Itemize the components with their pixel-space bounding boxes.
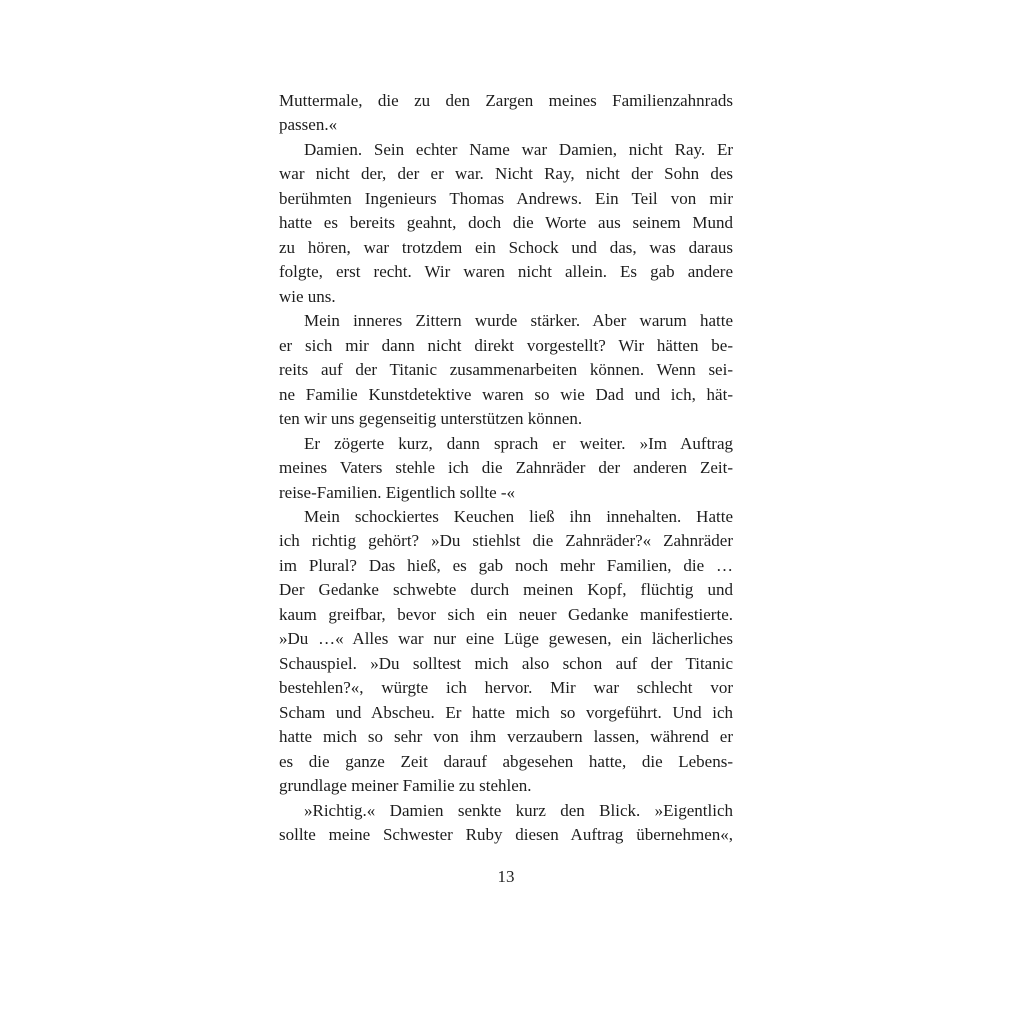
text-line: Scham und Abscheu. Er hatte mich so vorgeführt. Und ich: [279, 702, 733, 722]
text-line: Mein schockiertes Keuchen ließ ihn innehalten. Hatte: [304, 506, 733, 526]
text-line: im Plural? Das hieß, es gab noch mehr Familien, die …: [279, 555, 733, 575]
text-line: es die ganze Zeit darauf abgesehen hatte, die Lebens-: [279, 751, 733, 771]
text-line: »Du …« Alles war nur eine Lüge gewesen, ein lächerliches: [279, 629, 733, 649]
text-line: meines Vaters stehle ich die Zahnräder der anderen Zeit-: [279, 458, 733, 478]
text-line: ne Familie Kunstdetektive waren so wie Dad und ich, hät-: [279, 384, 733, 404]
text-line: sollte meine Schwester Ruby diesen Auftrag übernehmen«,: [279, 825, 733, 845]
text-line: »Richtig.« Damien senkte kurz den Blick. »Eigentlich: [304, 800, 733, 820]
text-line: folgte, erst recht. Wir waren nicht allein. Es gab andere: [279, 262, 733, 282]
text-line: bestehlen?«, würgte ich hervor. Mir war schlecht vor: [279, 678, 733, 698]
text-line: passen.«: [279, 115, 338, 135]
text-line: Muttermale, die zu den Zargen meines Familienzahnrads: [279, 91, 733, 110]
text-line: Er zögerte kurz, dann sprach er weiter. »Im Auftrag: [304, 433, 733, 453]
text-line: Der Gedanke schwebte durch meinen Kopf, flüchtig und: [279, 580, 733, 600]
paragraph: [279, 89, 733, 138]
paragraph: [279, 505, 733, 799]
text-line: zu hören, war trotzdem ein Schock und das, was daraus: [279, 237, 733, 257]
text-line: war nicht der, der er war. Nicht Ray, nicht der Sohn des: [279, 164, 733, 184]
text-line: Schauspiel. »Du solltest mich also schon auf der Titanic: [279, 653, 733, 673]
page-text-block: [279, 89, 733, 848]
text-line: hatte mich so sehr von ihm verzaubern lassen, während er: [279, 727, 733, 747]
paragraph: [279, 309, 733, 431]
paragraph: [279, 799, 733, 848]
text-line: er sich mir dann nicht direkt vorgestellt? Wir hätten be-: [279, 335, 733, 355]
text-line: ten wir uns gegenseitig unterstützen können.: [279, 409, 583, 429]
paragraph: [279, 432, 733, 505]
text-line: wie uns.: [279, 286, 336, 306]
text-line: reise-Familien. Eigentlich sollte -«: [279, 482, 516, 502]
text-line: Mein inneres Zittern wurde stärker. Aber warum hatte: [304, 311, 733, 331]
text-line: ich richtig gehört? »Du stiehlst die Zahnräder?« Zahnräder: [279, 531, 733, 551]
page-number: 13: [497, 867, 515, 886]
text-line: reits auf der Titanic zusammenarbeiten können. Wenn sei-: [279, 360, 733, 380]
text-line: kaum greifbar, bevor sich ein neuer Gedanke manifestierte.: [279, 604, 733, 624]
paragraph: [279, 138, 733, 309]
text-line: grundlage meiner Familie zu stehlen.: [279, 776, 532, 796]
text-line: hatte es bereits geahnt, doch die Worte aus seinem Mund: [279, 213, 733, 233]
text-line: Damien. Sein echter Name war Damien, nicht Ray. Er: [304, 139, 733, 159]
text-line: berühmten Ingenieurs Thomas Andrews. Ein Teil von mir: [279, 188, 733, 208]
